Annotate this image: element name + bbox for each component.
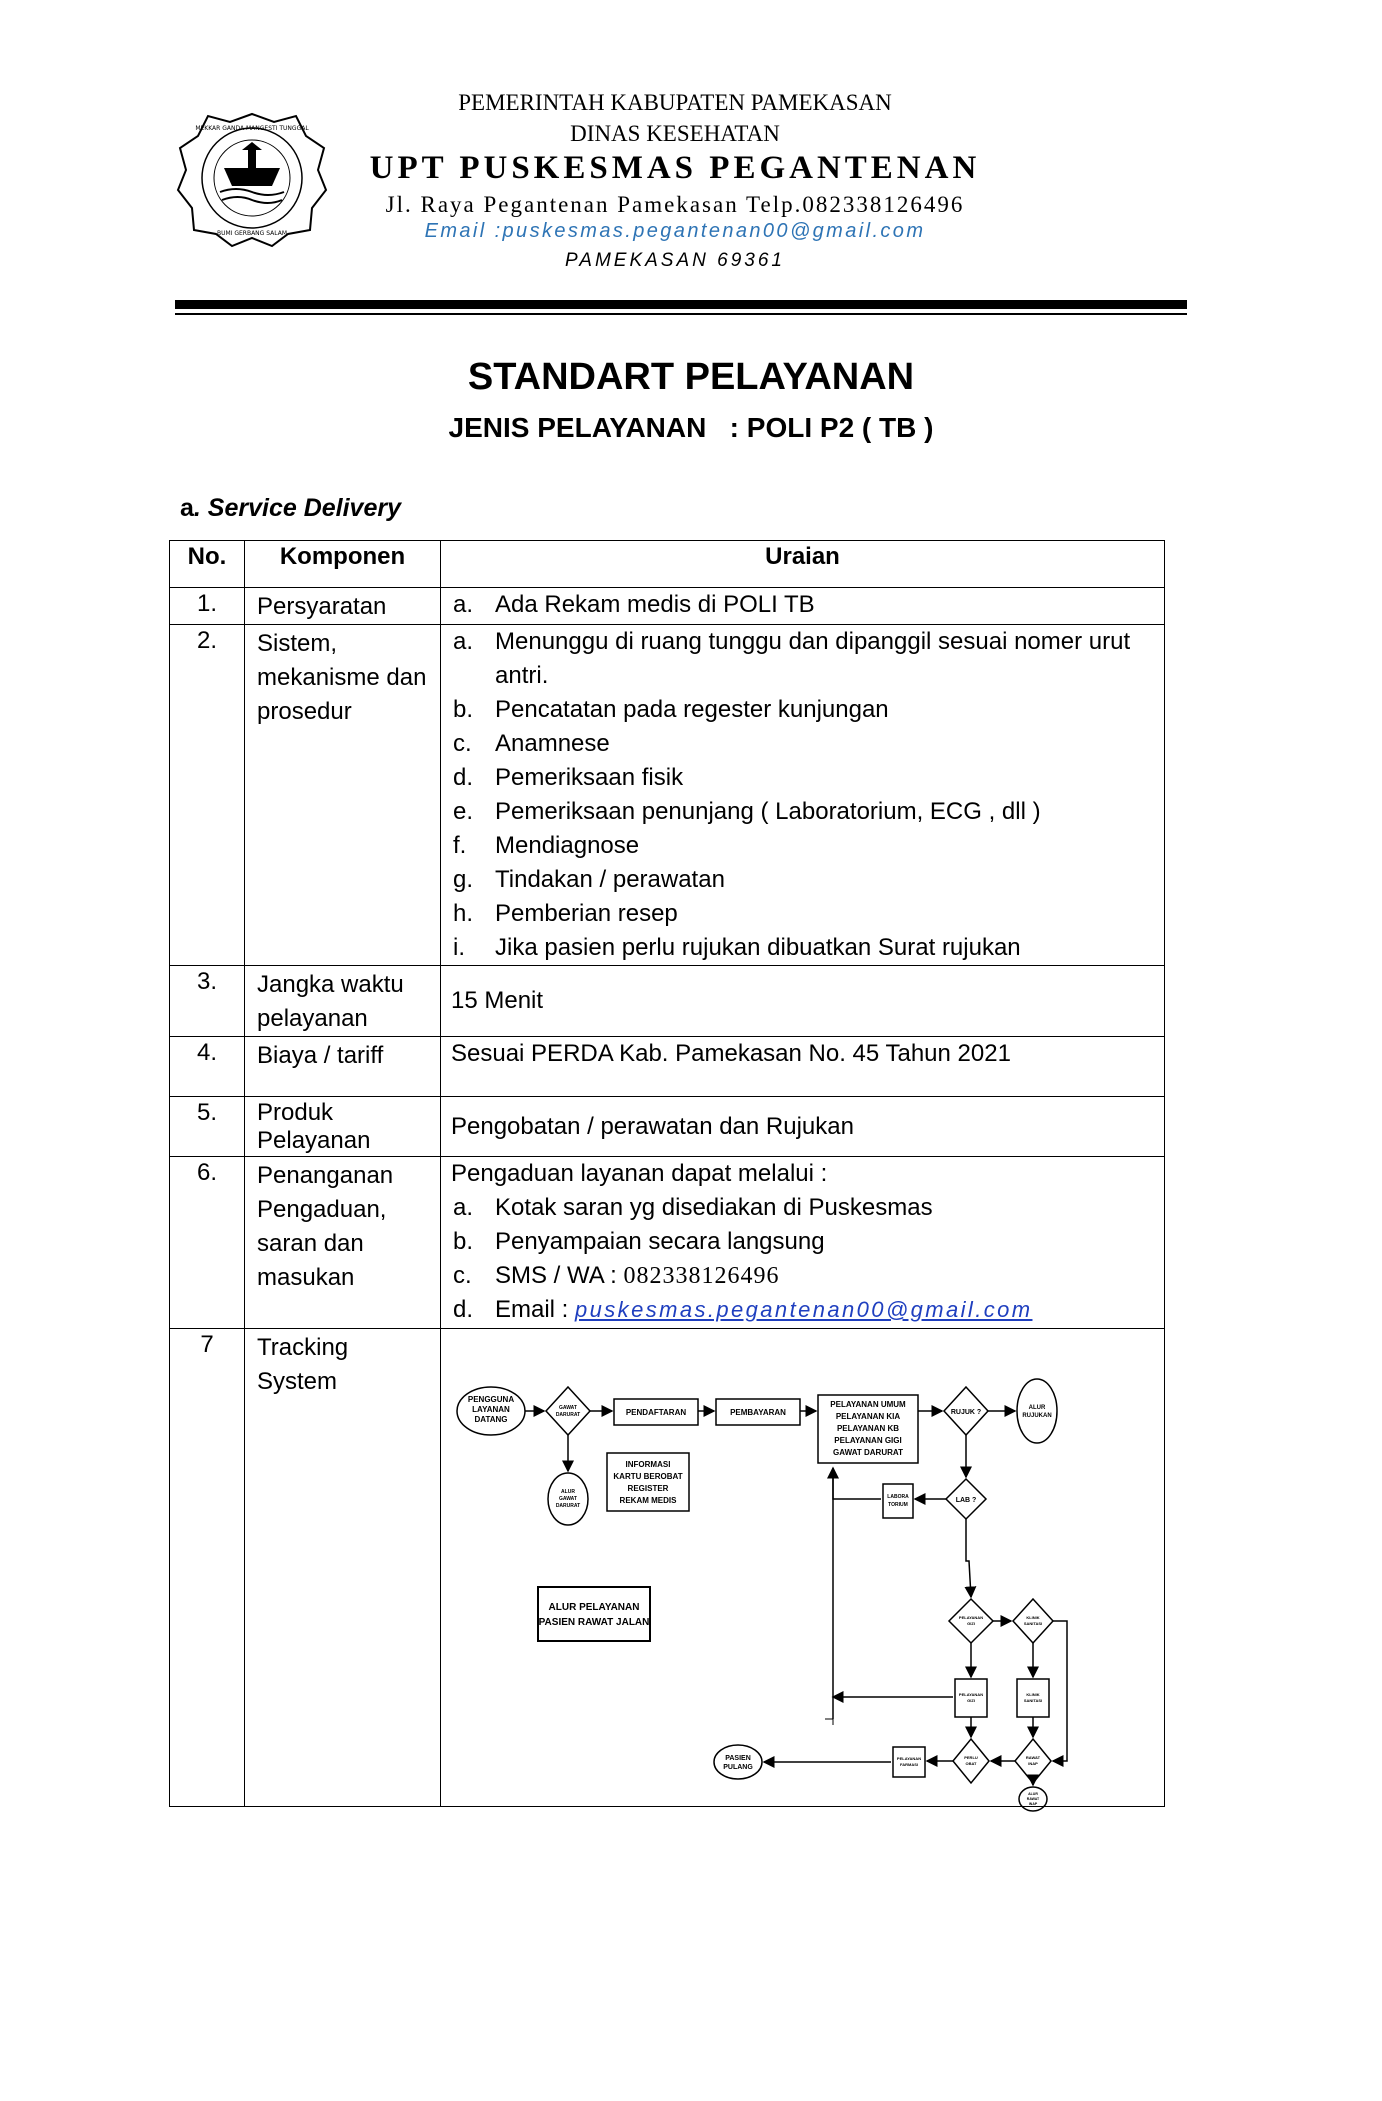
patient-flowchart bbox=[441, 1329, 1161, 1806]
svg-text:INFORMASI: INFORMASI bbox=[625, 1460, 671, 1469]
svg-text:GAWAT: GAWAT bbox=[559, 1496, 577, 1502]
svg-text:PASIEN RAWAT JALAN: PASIEN RAWAT JALAN bbox=[538, 1617, 650, 1628]
document-title: STANDART PELAYANAN bbox=[467, 356, 915, 398]
list-item: d. Email : puskesmas.pegantenan00@gmail.com bbox=[453, 1296, 1033, 1323]
row-no: 4. bbox=[170, 1037, 245, 1097]
svg-text:SANITASI: SANITASI bbox=[1023, 1698, 1043, 1703]
list-item: a. Kotak saran yg disediakan di Puskesmas bbox=[453, 1194, 933, 1221]
header-email: Email :puskesmas.pegantenan00@gmail.com bbox=[424, 220, 926, 242]
row-no: 5. bbox=[170, 1097, 245, 1157]
svg-text:PELAYANAN GIGI: PELAYANAN GIGI bbox=[834, 1436, 902, 1445]
row-uraian bbox=[441, 625, 1165, 966]
document-subtitle: JENIS PELAYANAN : POLI P2 ( TB ) bbox=[448, 412, 934, 443]
row-uraian bbox=[441, 1329, 1165, 1807]
list-item: c. SMS / WA : 082338126496 bbox=[453, 1262, 780, 1289]
row-uraian bbox=[441, 588, 1165, 625]
svg-text:PENDAFTARAN: PENDAFTARAN bbox=[625, 1408, 687, 1417]
svg-text:RAWAT: RAWAT bbox=[1026, 1797, 1040, 1801]
list-item: e. Pemeriksaan penunjang ( Laboratorium, ECG , dll ) bbox=[453, 798, 1041, 825]
svg-text:GAWAT: GAWAT bbox=[559, 1405, 577, 1411]
letterhead bbox=[0, 0, 1276, 330]
svg-text:LABORA: LABORA bbox=[887, 1494, 909, 1500]
svg-text:PELAYANAN UMUM: PELAYANAN UMUM bbox=[830, 1400, 906, 1409]
list-item: b. Pencatatan pada regester kunjungan bbox=[453, 696, 889, 723]
email-link[interactable]: puskesmas.pegantenan00@gmail.com bbox=[575, 1297, 1033, 1322]
svg-text:PULANG: PULANG bbox=[723, 1764, 753, 1771]
table-row bbox=[170, 1097, 1165, 1157]
service-table bbox=[169, 540, 1165, 1807]
row-komponen: Jangka waktu pelayanan bbox=[245, 966, 441, 1037]
row-komponen: Produk Pelayanan bbox=[245, 1097, 441, 1157]
svg-text:PELAYANAN: PELAYANAN bbox=[958, 1615, 984, 1620]
svg-text:DARURAT: DARURAT bbox=[555, 1412, 581, 1418]
section-prefix: a bbox=[180, 494, 194, 522]
svg-text:FARMASI: FARMASI bbox=[900, 1762, 918, 1767]
svg-text:GIZI: GIZI bbox=[967, 1698, 975, 1703]
svg-text:TORIUM: TORIUM bbox=[888, 1502, 908, 1508]
svg-text:ALUR PELAYANAN: ALUR PELAYANAN bbox=[548, 1602, 640, 1613]
list-item: g. Tindakan / perawatan bbox=[453, 866, 725, 893]
row-no: 3. bbox=[170, 966, 245, 1037]
svg-text:PELAYANAN: PELAYANAN bbox=[896, 1756, 922, 1761]
svg-text:RUJUKAN: RUJUKAN bbox=[1022, 1413, 1052, 1419]
svg-text:PELAYANAN KB: PELAYANAN KB bbox=[836, 1424, 900, 1433]
header-city: PAMEKASAN 69361 bbox=[565, 250, 785, 271]
svg-text:KARTU BEROBAT: KARTU BEROBAT bbox=[613, 1472, 683, 1481]
svg-text:ALUR: ALUR bbox=[1028, 1405, 1046, 1411]
svg-text:OBAT: OBAT bbox=[965, 1761, 977, 1766]
row-komponen: Biaya / tariff bbox=[245, 1037, 441, 1097]
row-komponen: Sistem, mekanisme dan prosedur bbox=[245, 625, 441, 966]
header-department: DINAS KESEHATAN bbox=[570, 121, 780, 146]
header-uraian: Uraian bbox=[441, 541, 1165, 588]
svg-text:ALUR: ALUR bbox=[1028, 1792, 1038, 1796]
svg-text:DARURAT: DARURAT bbox=[555, 1503, 581, 1509]
svg-text:SANITASI: SANITASI bbox=[1023, 1621, 1043, 1626]
list-item: c. Anamnese bbox=[453, 730, 610, 757]
table-header-row bbox=[170, 541, 1165, 588]
svg-text:PASIEN: PASIEN bbox=[725, 1755, 751, 1762]
svg-text:INAP: INAP bbox=[1028, 1761, 1038, 1766]
svg-text:KLINIK: KLINIK bbox=[1026, 1615, 1040, 1620]
table-row bbox=[170, 588, 1165, 625]
svg-text:PERLU: PERLU bbox=[964, 1755, 978, 1760]
row-no: 7 bbox=[170, 1329, 245, 1807]
svg-text:GAWAT DARURAT: GAWAT DARURAT bbox=[833, 1448, 903, 1457]
svg-text:GIZI: GIZI bbox=[967, 1621, 975, 1626]
svg-text:PELAYANAN KIA: PELAYANAN KIA bbox=[835, 1412, 901, 1421]
row-komponen: Penanganan Pengaduan, saran dan masukan bbox=[245, 1157, 441, 1329]
svg-text:PEMBAYARAN: PEMBAYARAN bbox=[730, 1408, 786, 1417]
header-rule-thick bbox=[175, 300, 1187, 309]
svg-text:BUMI GERBANG SALAM: BUMI GERBANG SALAM bbox=[216, 230, 288, 237]
list-item: d. Pemeriksaan fisik bbox=[453, 764, 684, 791]
svg-text:MEKKAR GANDA MANGESTI TUNGGAL: MEKKAR GANDA MANGESTI TUNGGAL bbox=[195, 125, 309, 132]
complaint-intro: Pengaduan layanan dapat melalui : bbox=[451, 1160, 828, 1187]
row-no: 6. bbox=[170, 1157, 245, 1329]
header-government: PEMERINTAH KABUPATEN PAMEKASAN bbox=[458, 90, 892, 115]
header-rule-thin bbox=[175, 313, 1187, 315]
row-no: 2. bbox=[170, 625, 245, 966]
table-row bbox=[170, 1329, 1165, 1807]
row-komponen: Tracking System bbox=[245, 1329, 441, 1807]
table-row bbox=[170, 966, 1165, 1037]
header-institution: UPT PUSKESMAS PEGANTENAN bbox=[369, 150, 981, 186]
regency-emblem-logo bbox=[172, 108, 332, 248]
table-row bbox=[170, 1157, 1165, 1329]
row-komponen: Persyaratan bbox=[245, 588, 441, 625]
header-no: No. bbox=[170, 541, 245, 588]
row-uraian bbox=[441, 1157, 1165, 1329]
svg-text:KLINIK: KLINIK bbox=[1026, 1692, 1040, 1697]
phone-number: 082338126496 bbox=[623, 1263, 780, 1289]
list-item: h. Pemberian resep bbox=[453, 900, 678, 927]
list-item: a. Menunggu di ruang tunggu dan dipanggil sesuai nomer urut antri. bbox=[453, 628, 1131, 689]
section-heading bbox=[180, 494, 401, 523]
svg-text:PELAYANAN: PELAYANAN bbox=[958, 1692, 984, 1697]
svg-text:REGISTER: REGISTER bbox=[627, 1484, 669, 1493]
header-komponen: Komponen bbox=[245, 541, 441, 588]
fc-user-label: PENGGUNA bbox=[467, 1395, 515, 1404]
row-uraian: Sesuai PERDA Kab. Pamekasan No. 45 Tahun 2021 bbox=[441, 1037, 1165, 1097]
row-uraian: 15 Menit bbox=[441, 966, 1165, 1037]
header-address: Jl. Raya Pegantenan Pamekasan Telp.082338126496 bbox=[385, 192, 965, 217]
svg-text:DATANG: DATANG bbox=[474, 1415, 508, 1424]
svg-text:REKAM MEDIS: REKAM MEDIS bbox=[619, 1496, 677, 1505]
svg-text:INAP: INAP bbox=[1028, 1802, 1038, 1806]
section-label: . Service Delivery bbox=[193, 494, 401, 522]
list-item: a. Ada Rekam medis di POLI TB bbox=[453, 591, 815, 618]
list-item: f. Mendiagnose bbox=[453, 832, 640, 859]
svg-text:RAWAT: RAWAT bbox=[1025, 1755, 1041, 1760]
svg-text:RUJUK ?: RUJUK ? bbox=[950, 1409, 982, 1416]
table-row bbox=[170, 1037, 1165, 1097]
row-no: 1. bbox=[170, 588, 245, 625]
table-row bbox=[170, 625, 1165, 966]
svg-text:LAYANAN: LAYANAN bbox=[472, 1405, 510, 1414]
row-uraian: Pengobatan / perawatan dan Rujukan bbox=[441, 1097, 1165, 1157]
list-item: b. Penyampaian secara langsung bbox=[453, 1228, 825, 1255]
svg-text:LAB ?: LAB ? bbox=[955, 1497, 977, 1504]
list-item: i. Jika pasien perlu rujukan dibuatkan Surat rujukan bbox=[453, 934, 1021, 961]
svg-text:ALUR: ALUR bbox=[561, 1489, 575, 1495]
